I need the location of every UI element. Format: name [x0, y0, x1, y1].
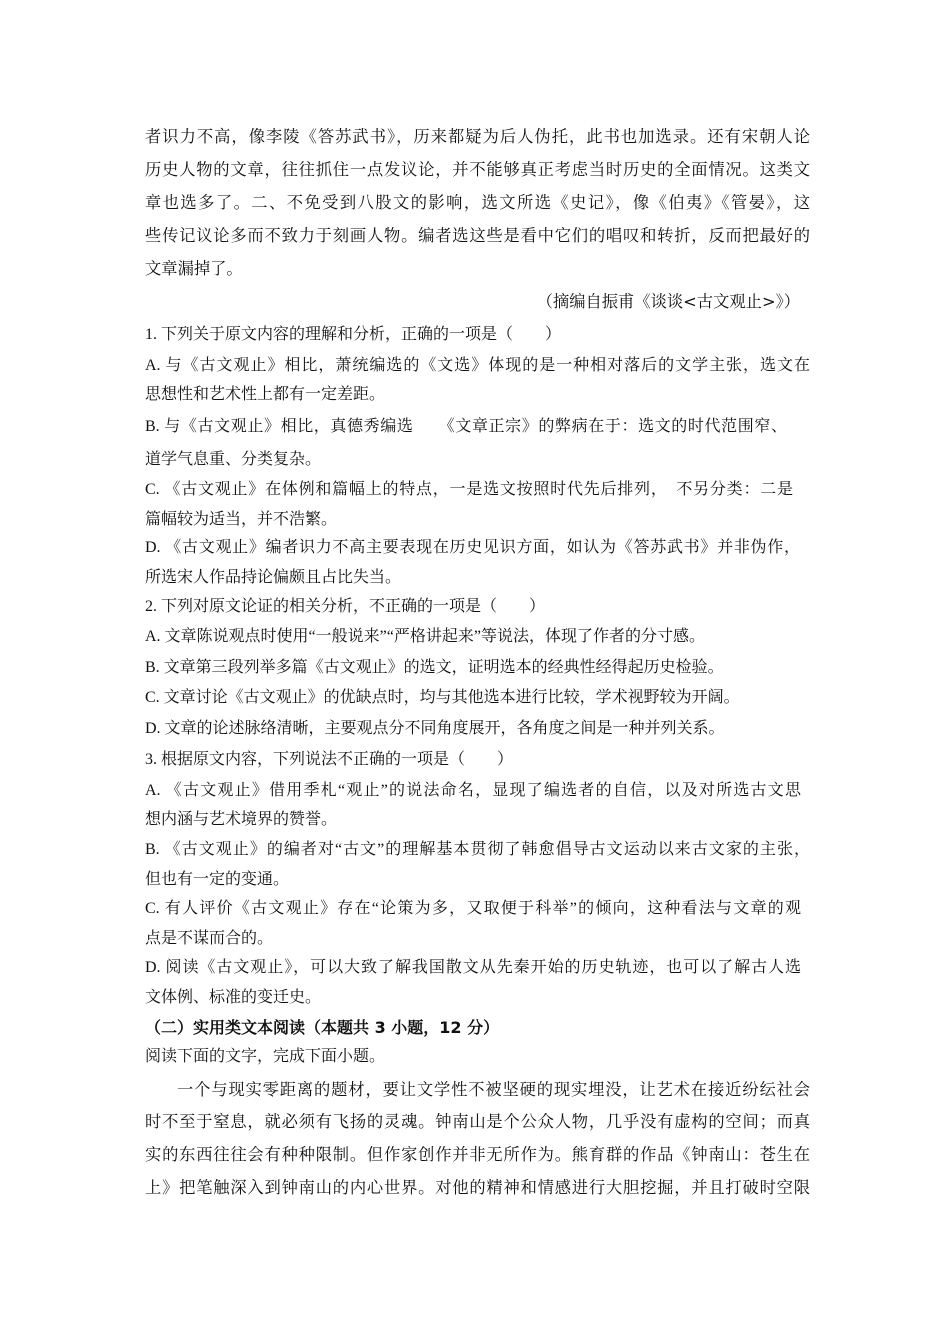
- question-2-option-c: C. 文章讨论《古文观止》的优缺点时，均与其他选本进行比较，学术视野较为开阔。: [145, 689, 740, 706]
- passage-line: 文章漏掉了。: [145, 259, 243, 278]
- question-3-option-b: B. 《古文观止》的编者对“古文”的理解基本贯彻了韩愈倡导古文运动以来古文家的主张，: [145, 841, 810, 858]
- passage-source: （摘编自振甫《谈谈<古文观止>》）: [536, 292, 800, 311]
- question-3-option-c: C. 有人评价《古文观止》存在“论策为多，又取便于科举”的倾向，这种看法与文章的观: [145, 900, 801, 917]
- question-1-option-a-cont: 思想性和艺术性上都有一定差距。: [145, 386, 386, 403]
- question-3-option-c-cont: 点是不谋而合的。: [145, 930, 274, 947]
- question-1-option-b: B. 与《古文观止》相比，真德秀编选 《文章正宗》的弊病在于：选文的时代范围窄、: [145, 418, 787, 435]
- passage-line: 者识力不高，像李陵《答苏武书》，历来都疑为后人伪托，此书也加选录。还有宋朝人论: [145, 127, 810, 146]
- question-3-option-a: A. 《古文观止》借用季札“观止”的说法命名，显现了编选者的自信，以及对所选古文思: [145, 782, 801, 799]
- question-1-option-d-cont: 所选宋人作品持论偏颇且占比失当。: [145, 569, 402, 586]
- passage-line: 些传记议论多而不致力于刻画人物。编者选这些是看中它们的唱叹和转折，反而把最好的: [145, 226, 810, 245]
- question-3-option-a-cont: 想内涵与艺术境界的赞誉。: [145, 811, 338, 828]
- question-1-option-b-cont: 道学气息重、分类复杂。: [145, 451, 322, 468]
- question-2-option-b: B. 文章第三段列举多篇《古文观止》的选文，证明选本的经典性经得起历史检验。: [145, 659, 724, 676]
- passage-line: 章也选多了。二、不免受到八股文的影响，选文所选《史记》，像《伯夷》《管晏》，这: [145, 193, 810, 212]
- question-3-option-d: D. 阅读《古文观止》，可以大致了解我国散文从先秦开始的历史轨迹，也可以了解古人选: [145, 959, 801, 976]
- passage-line: 历史人物的文章，往往抓住一点发议论，并不能够真正考虑当时历史的全面情况。这类文: [145, 160, 810, 179]
- question-2-stem: 2. 下列对原文论证的相关分析，不正确的一项是（ ）: [145, 598, 546, 615]
- question-3-stem: 3. 根据原文内容，下列说法不正确的一项是（ ）: [145, 751, 514, 768]
- passage-line: 时不至于窒息，就必须有飞扬的灵魂。钟南山是个公众人物，几乎没有虚构的空间；而真: [145, 1112, 810, 1131]
- question-1-option-c: C. 《古文观止》在体例和篇幅上的特点，一是选文按照时代先后排列， 不另分类：二是: [145, 481, 793, 498]
- question-1-option-d: D. 《古文观止》编者识力不高主要表现在历史见识方面，如认为《答苏武书》并非伪作，: [145, 539, 800, 556]
- question-2-option-d: D. 文章的论述脉络清晰，主要观点分不同角度展开，各角度之间是一种并列关系。: [145, 720, 725, 737]
- passage-line: 一个与现实零距离的题材，要让文学性不被坚硬的现实埋没，让艺术在接近纷纭社会: [177, 1080, 810, 1099]
- section-instruction: 阅读下面的文字，完成下面小题。: [145, 1048, 386, 1065]
- section-heading: （二）实用类文本阅读（本题共 3 小题，12 分）: [145, 1018, 500, 1037]
- question-1-option-c-cont: 篇幅较为适当，并不浩繁。: [145, 511, 338, 528]
- question-1-option-a: A. 与《古文观止》相比，萧统编选的《文选》体现的是一种相对落后的文学主张，选文在: [145, 357, 810, 374]
- passage-line: 上》把笔触深入到钟南山的内心世界。对他的精神和情感进行大胆挖掘，并且打破时空限: [145, 1178, 810, 1197]
- passage-line: 实的东西往往会有种种限制。但作家创作并非无所作为。熊育群的作品《钟南山：苍生在: [145, 1145, 810, 1164]
- question-1-stem: 1. 下列关于原文内容的理解和分析，正确的一项是（ ）: [145, 326, 562, 343]
- question-2-option-a: A. 文章陈说观点时使用“一般说来”“严格讲起来”等说法，体现了作者的分寸感。: [145, 628, 705, 645]
- question-3-option-b-cont: 但也有一定的变通。: [145, 871, 290, 888]
- question-3-option-d-cont: 文体例、标准的变迁史。: [145, 989, 322, 1006]
